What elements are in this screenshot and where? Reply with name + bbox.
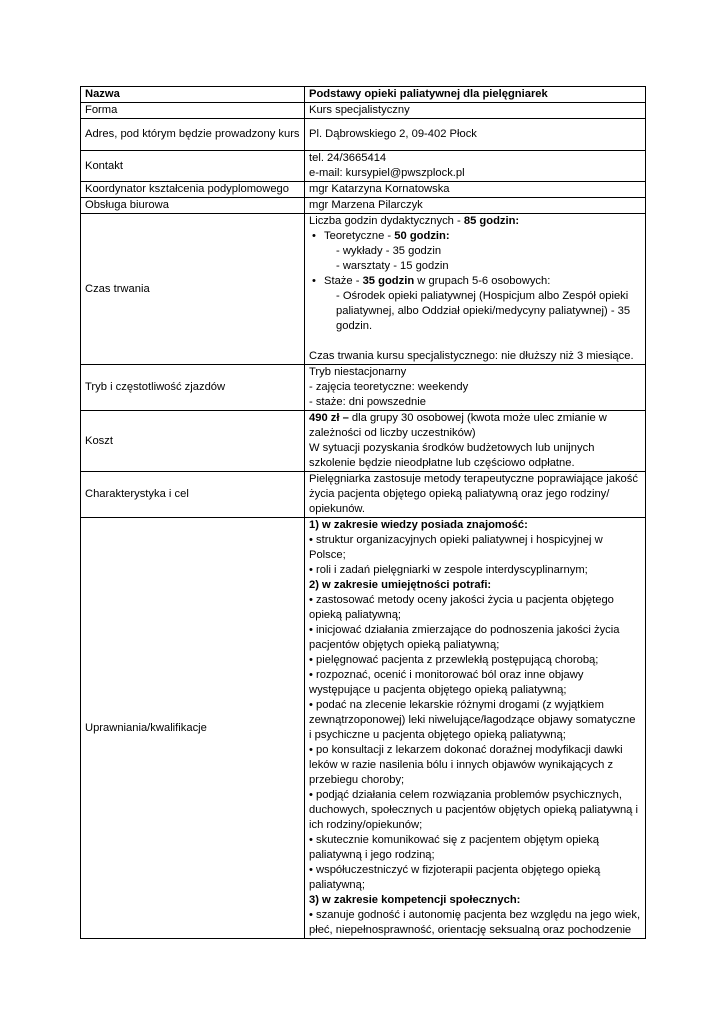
list-item — [324, 229, 641, 274]
list-item: • współuczestniczyć w fizjoterapii pacjenta objętego opieką paliatywną; — [309, 864, 601, 891]
tryb-value — [305, 365, 646, 411]
row-koordynator — [81, 182, 646, 198]
tryb-line: - zajęcia teoretyczne: weekendy — [309, 381, 469, 393]
list-item — [324, 274, 641, 334]
row-tryb — [81, 365, 646, 411]
header-label: Nazwa — [81, 87, 305, 103]
koszt-label: Koszt — [81, 411, 305, 472]
list-item: • podać na zlecenie lekarskie różnymi drogami (z wyjątkiem zewnątrzoponowej) leki niwelujące/łagodzące objawy somatyczne i psychiczne u pacjenta objętego opieką paliatywną; — [309, 699, 636, 741]
list-item: • szanuje godność i autonomię pacjenta bez względu na jego wiek, płeć, niepełnosprawność, orientację seksualną oraz pochodzenie — [309, 909, 641, 936]
wiedza-heading: 1) w zakresie wiedzy posiada znajomość: — [309, 519, 528, 531]
uprawnienia-value — [305, 518, 646, 939]
koordynator-label: Koordynator kształcenia podyplomowego — [81, 182, 305, 198]
koszt-price: 490 zł – — [309, 412, 349, 424]
teor-item-warsztaty: - warsztaty - 15 godzin — [336, 260, 449, 272]
obsluga-value: mgr Marzena Pilarczyk — [305, 198, 646, 214]
list-item: • podjąć działania celem rozwiązania problemów psychicznych, duchowych, społecznych u pacjentów objętych opieką paliatywną i ich rodziny/opiekunów; — [309, 789, 638, 831]
row-charakterystyka — [81, 472, 646, 518]
umiejetnosci-heading: 2) w zakresie umiejętności potrafi: — [309, 579, 492, 591]
list-item: • inicjować działania zmierzające do podnoszenia jakości życia pacjentów objętych opieką paliatywną; — [309, 624, 620, 651]
czas-intro-line — [309, 214, 641, 229]
row-uprawnienia — [81, 518, 646, 939]
czas-note: Czas trwania kursu specjalistycznego: nie dłuższy niż 3 miesiące. — [309, 350, 634, 362]
row-adres — [81, 119, 646, 151]
kontakt-phone: tel. 24/3665414 — [309, 152, 387, 164]
spacer — [309, 334, 641, 349]
teor-hours: 50 godzin: — [394, 230, 450, 242]
kontakt-label: Kontakt — [81, 151, 305, 182]
kontakt-value — [305, 151, 646, 182]
staze-item: - Ośrodek opieki paliatywnej (Hospicjum albo Zespół opieki paliatywnej, albo Oddział opieki/medycyny paliatywnej) - 35 godzin. — [336, 290, 631, 332]
forma-label: Forma — [81, 103, 305, 119]
list-item: • pielęgnować pacjenta z przewlekłą postępującą chorobą; — [309, 654, 599, 666]
charakterystyka-label: Charakterystyka i cel — [81, 472, 305, 518]
course-info-table — [80, 86, 646, 939]
koszt-note: W sytuacji pozyskania środków budżetowych lub unijnych szkolenie będzie nieodpłatne lub częściowo odpłatne. — [309, 442, 595, 469]
row-obsluga — [81, 198, 646, 214]
czas-intro-hours: 85 godzin: — [463, 215, 520, 227]
czas-value — [305, 214, 646, 365]
table-header-row — [81, 87, 646, 103]
tryb-line: Tryb niestacjonarny — [309, 366, 407, 378]
staze-rest: w grupach 5-6 osobowych: — [414, 275, 551, 287]
row-czas — [81, 214, 646, 365]
course-title: Podstawy opieki paliatywnej dla pielęgniarek — [305, 87, 646, 103]
row-kontakt — [81, 151, 646, 182]
obsluga-label: Obsługa biurowa — [81, 198, 305, 214]
koordynator-value: mgr Katarzyna Kornatowska — [305, 182, 646, 198]
forma-value: Kurs specjalistyczny — [305, 103, 646, 119]
czas-intro: Liczba godzin dydaktycznych - — [309, 215, 464, 227]
tryb-label: Tryb i częstotliwość zjazdów — [81, 365, 305, 411]
koszt-value — [305, 411, 646, 472]
list-item: • skutecznie komunikować się z pacjentem objętym opieką paliatywną i jego rodziną; — [309, 834, 599, 861]
koszt-price-line — [309, 411, 641, 441]
kontakt-email: e-mail: kursypiel@pwszplock.pl — [309, 167, 465, 179]
row-forma — [81, 103, 646, 119]
row-koszt — [81, 411, 646, 472]
list-item: • roli i zadań pielęgniarki w zespole interdyscyplinarnym; — [309, 564, 588, 576]
koszt-price-rest: dla grupy 30 osobowej (kwota może ulec zmianie w zależności od liczby uczestników) — [309, 412, 607, 439]
teor-item-wyklady: - wykłady - 35 godzin — [336, 245, 442, 257]
kompetencje-heading: 3) w zakresie kompetencji społecznych: — [309, 894, 521, 906]
adres-value: Pl. Dąbrowskiego 2, 09-402 Płock — [305, 119, 646, 151]
charakterystyka-value: Pielęgniarka zastosuje metody terapeutyczne poprawiające jakość życia pacjenta objętego opieką paliatywną oraz jego rodziny/ opiekunów. — [305, 472, 646, 518]
czas-label: Czas trwania — [81, 214, 305, 365]
list-item: • po konsultacji z lekarzem dokonać doraźnej modyfikacji dawki leków w razie nasilenia bólu i innych objawów wynikających z przebiegu choroby; — [309, 744, 623, 786]
list-item: • zastosować metody oceny jakości życia u pacjenta objętego opieką paliatywną; — [309, 594, 614, 621]
list-item: • rozpoznać, ocenić i monitorować ból oraz inne objawy występujące u pacjenta objętego opieką paliatywną; — [309, 669, 584, 696]
staze-hours: 35 godzin — [362, 275, 415, 287]
staze-label: Staże - — [324, 275, 363, 287]
teor-label: Teoretyczne - — [324, 230, 395, 242]
adres-label: Adres, pod którym będzie prowadzony kurs — [81, 119, 305, 151]
tryb-line: - staże: dni powszednie — [309, 396, 426, 408]
uprawnienia-label: Uprawniania/kwalifikacje — [81, 518, 305, 939]
list-item: • struktur organizacyjnych opieki paliatywnej i hospicyjnej w Polsce; — [309, 534, 603, 561]
czas-list — [309, 229, 641, 334]
